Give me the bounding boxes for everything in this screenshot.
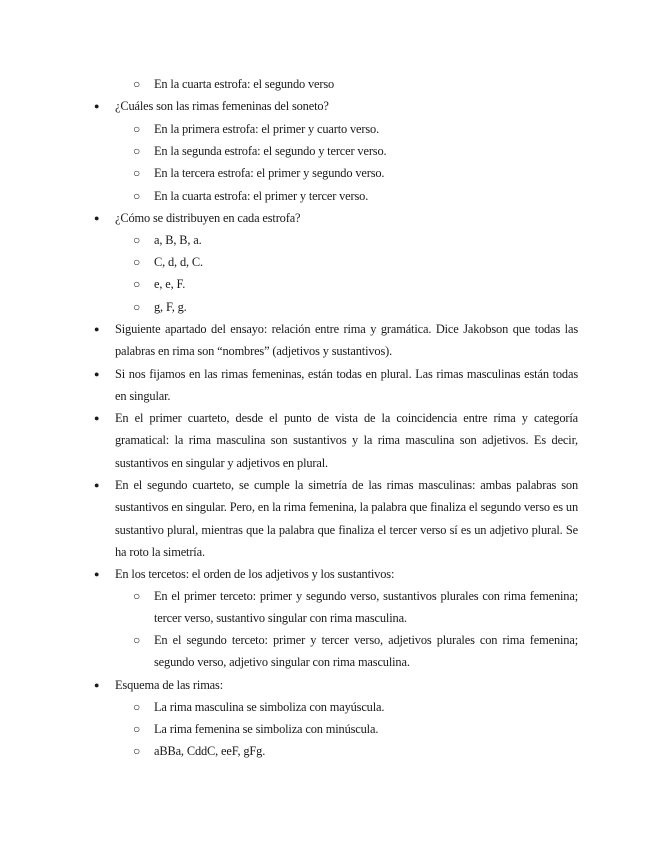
list-item-text: ¿Cuáles son las rimas femeninas del soneto? xyxy=(115,99,329,113)
list-item-text: En el primer cuarteto, desde el punto de vista de la coincidencia entre rima y categoría gramatical: la rima masculina son sustantivos y la rima masculina son adjetivos. Es decir, sustantivos en singular y adjetivos en plural. xyxy=(115,411,578,470)
disc-bullet-icon: ● xyxy=(94,101,100,111)
disc-bullet-icon: ● xyxy=(94,369,100,379)
list-item-text: Si nos fijamos en las rimas femeninas, están todas en plural. Las rimas masculinas están todas en singular. xyxy=(115,367,578,404)
list-item-text: e, e, F. xyxy=(154,277,186,291)
list-item xyxy=(94,674,578,696)
circle-bullet-icon: ○ xyxy=(133,77,141,91)
circle-bullet-icon: ○ xyxy=(133,255,141,269)
list-item xyxy=(133,162,578,184)
circle-bullet-icon: ○ xyxy=(133,189,141,203)
list-item-text: En el primer terceto: primer y segundo verso, sustantivos plurales con rima femenina; tercer verso, sustantivo singular con rima masculina. xyxy=(154,589,578,626)
circle-bullet-icon: ○ xyxy=(133,144,141,158)
disc-bullet-icon: ● xyxy=(94,680,100,690)
list-item-text: aBBa, CddC, eeF, gFg. xyxy=(154,744,266,758)
list-item xyxy=(94,474,578,563)
circle-bullet-icon: ○ xyxy=(133,122,141,136)
disc-bullet-icon: ● xyxy=(94,324,100,334)
list-item xyxy=(133,251,578,273)
list-item-text: En la primera estrofa: el primer y cuarto verso. xyxy=(154,122,380,136)
list-item xyxy=(133,629,578,674)
list-item xyxy=(133,740,578,762)
circle-bullet-icon: ○ xyxy=(133,744,141,758)
list-item-text: En el segundo terceto: primer y tercer verso, adjetivos plurales con rima femenina; segundo verso, adjetivo singular con rima masculina. xyxy=(154,633,578,670)
list-item xyxy=(133,696,578,718)
list-item-text: g, F, g. xyxy=(154,300,187,314)
disc-bullet-icon: ● xyxy=(94,569,100,579)
circle-bullet-icon: ○ xyxy=(133,722,141,736)
list-item xyxy=(133,118,578,140)
circle-bullet-icon: ○ xyxy=(133,233,141,247)
list-item-text: En el segundo cuarteto, se cumple la simetría de las rimas masculinas: ambas palabras son sustantivos en singular. Pero, en la rima femenina, la palabra que finaliza el segundo verso es un sustantivo plural, mientras que la palabra que finaliza el tercer verso sí es un adjetivo plural. Se ha roto la simetría. xyxy=(115,478,578,559)
list-item xyxy=(133,73,578,95)
list-item xyxy=(94,95,578,117)
list-item xyxy=(94,318,578,363)
list-item xyxy=(94,363,578,408)
list-item-text: ¿Cómo se distribuyen en cada estrofa? xyxy=(115,211,301,225)
disc-bullet-icon: ● xyxy=(94,480,100,490)
list-item-text: En la cuarta estrofa: el segundo verso xyxy=(154,77,335,91)
list-item xyxy=(94,407,578,474)
list-item xyxy=(133,229,578,251)
list-item-text: Esquema de las rimas: xyxy=(115,678,223,692)
circle-bullet-icon: ○ xyxy=(133,166,141,180)
circle-bullet-icon: ○ xyxy=(133,700,141,714)
circle-bullet-icon: ○ xyxy=(133,589,141,603)
circle-bullet-icon: ○ xyxy=(133,277,141,291)
list-item xyxy=(94,207,578,229)
list-item xyxy=(94,563,578,585)
list-item xyxy=(133,273,578,295)
list-item-text: La rima masculina se simboliza con mayúscula. xyxy=(154,700,385,714)
list-item xyxy=(133,585,578,630)
disc-bullet-icon: ● xyxy=(94,413,100,423)
list-item-text: Siguiente apartado del ensayo: relación entre rima y gramática. Dice Jakobson que todas las palabras en rima son “nombres” (adjetivos y sustantivos). xyxy=(115,322,578,359)
list-item-text: En la cuarta estrofa: el primer y tercer verso. xyxy=(154,189,369,203)
circle-bullet-icon: ○ xyxy=(133,300,141,314)
list-item-text: En la segunda estrofa: el segundo y tercer verso. xyxy=(154,144,387,158)
list-item-text: C, d, d, C. xyxy=(154,255,203,269)
list-item-text: La rima femenina se simboliza con minúscula. xyxy=(154,722,379,736)
list-item xyxy=(133,140,578,162)
list-item-text: En los tercetos: el orden de los adjetivos y los sustantivos: xyxy=(115,567,395,581)
list-item xyxy=(133,185,578,207)
list-item-text: a, B, B, a. xyxy=(154,233,202,247)
list-item xyxy=(133,718,578,740)
circle-bullet-icon: ○ xyxy=(133,633,141,647)
disc-bullet-icon: ● xyxy=(94,213,100,223)
list-item-text: En la tercera estrofa: el primer y segundo verso. xyxy=(154,166,385,180)
list-item xyxy=(133,296,578,318)
